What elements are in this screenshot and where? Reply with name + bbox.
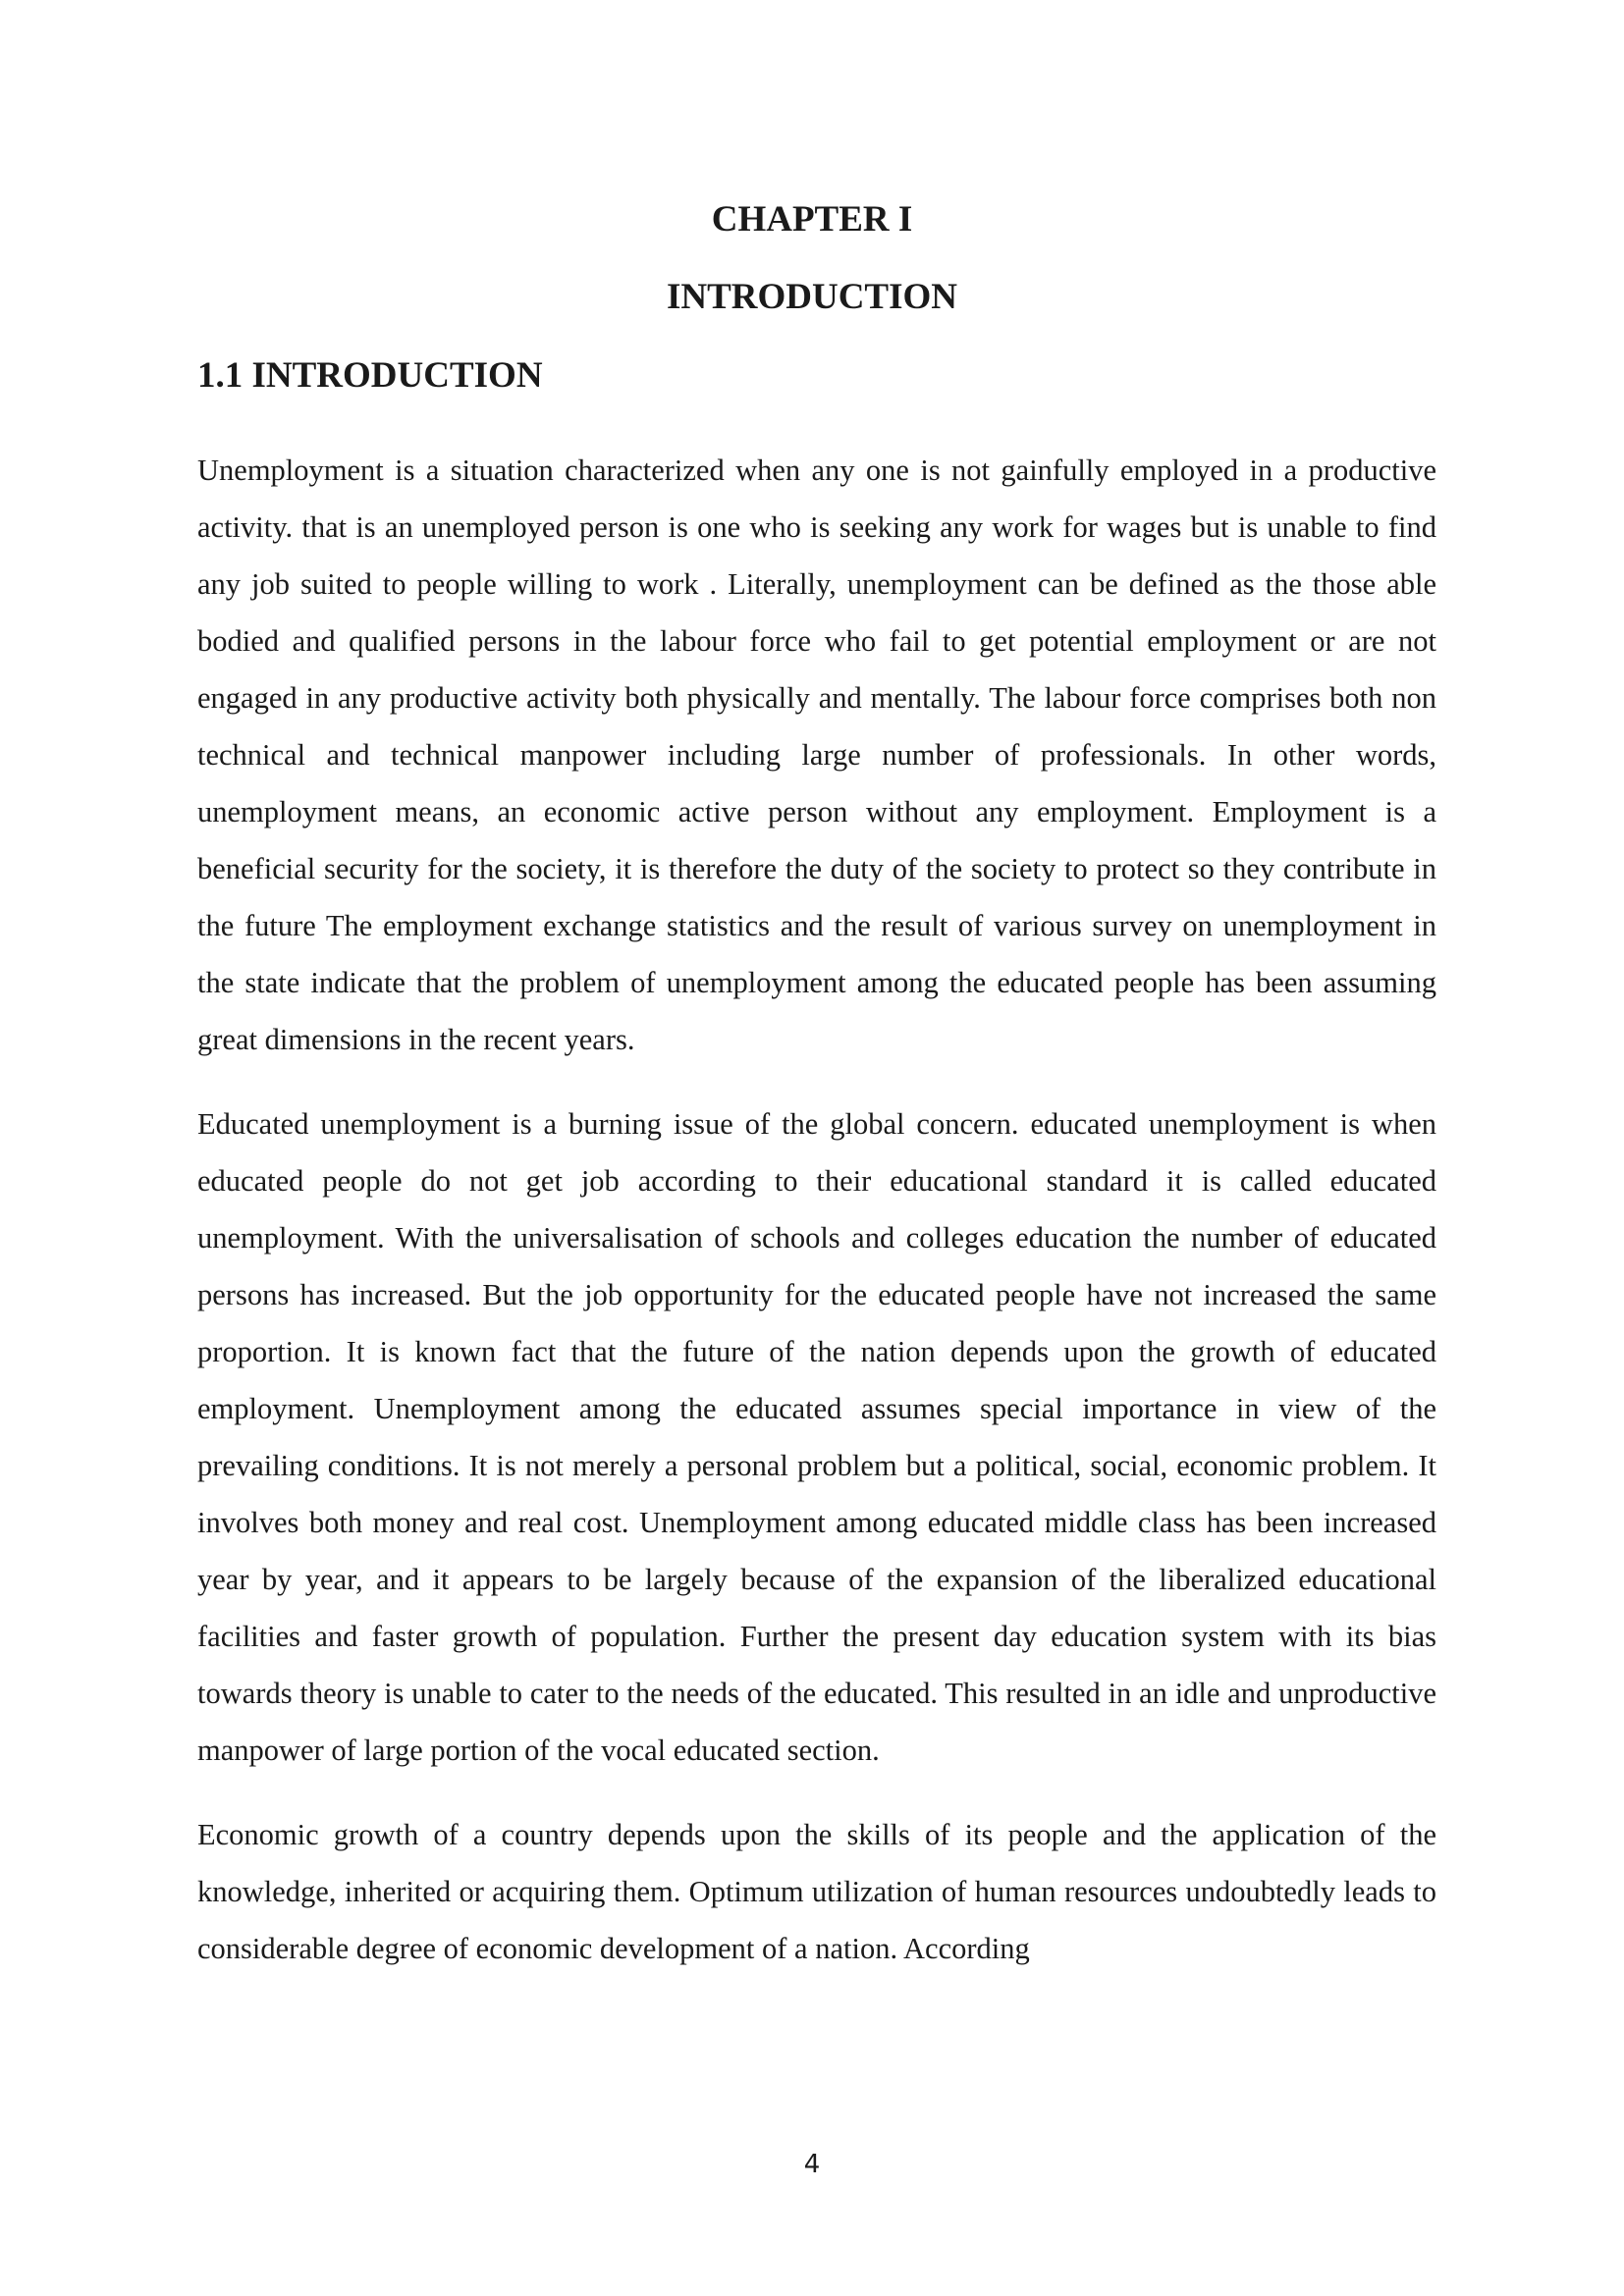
paragraph-3: Economic growth of a country depends upon the skills of its people and the application of the knowledge, inherited or acquiring them. Optimum utilization of human resources undoubtedly leads to considerable degree of economic development of a nation. According xyxy=(197,1818,1436,1965)
section-heading: 1.1 INTRODUCTION xyxy=(197,355,543,396)
body-text xyxy=(197,442,1436,2004)
paragraph-2: Educated unemployment is a burning issue of the global concern. educated unemployment is when educated people do not get job according to their educational standard it is called educated unemployment. With the universalisation of schools and colleges education the number of educated persons has increased. But the job opportunity for the educated people have not increased the same proportion. It is known fact that the future of the nation depends upon the growth of educated employment. Unemployment among the educated assumes special importance in view of the prevailing conditions. It is not merely a personal problem but a political, social, economic problem. It involves both money and real cost. Unemployment among educated middle class has been increased year by year, and it appears to be largely because of the expansion of the liberalized educational facilities and faster growth of population. Further the present day education system with its bias towards theory is unable to cater to the needs of the educated. This resulted in an idle and unproductive manpower of large portion of the vocal educated section. xyxy=(197,1107,1436,1767)
chapter-title: INTRODUCTION xyxy=(666,277,958,317)
page-number: 4 xyxy=(803,2150,821,2179)
paragraph-1: Unemployment is a situation characterized when any one is not gainfully employed in a productive activity. that is an unemployed person is one who is seeking any work for wages but is unable to find any job suited to people willing to work . Literally, unemployment can be defined as the those able bodied and qualified persons in the labour force who fail to get potential employment or are not engaged in any productive activity both physically and mentally. The labour force comprises both non technical and technical manpower including large number of professionals. In other words, unemployment means, an economic active person without any employment. Employment is a beneficial security for the society, it is therefore the duty of the society to protect so they contribute in the future The employment exchange statistics and the result of various survey on unemployment in the state indicate that the problem of unemployment among the educated people has been assuming great dimensions in the recent years. xyxy=(197,454,1436,1056)
chapter-number: CHAPTER I xyxy=(711,199,913,240)
